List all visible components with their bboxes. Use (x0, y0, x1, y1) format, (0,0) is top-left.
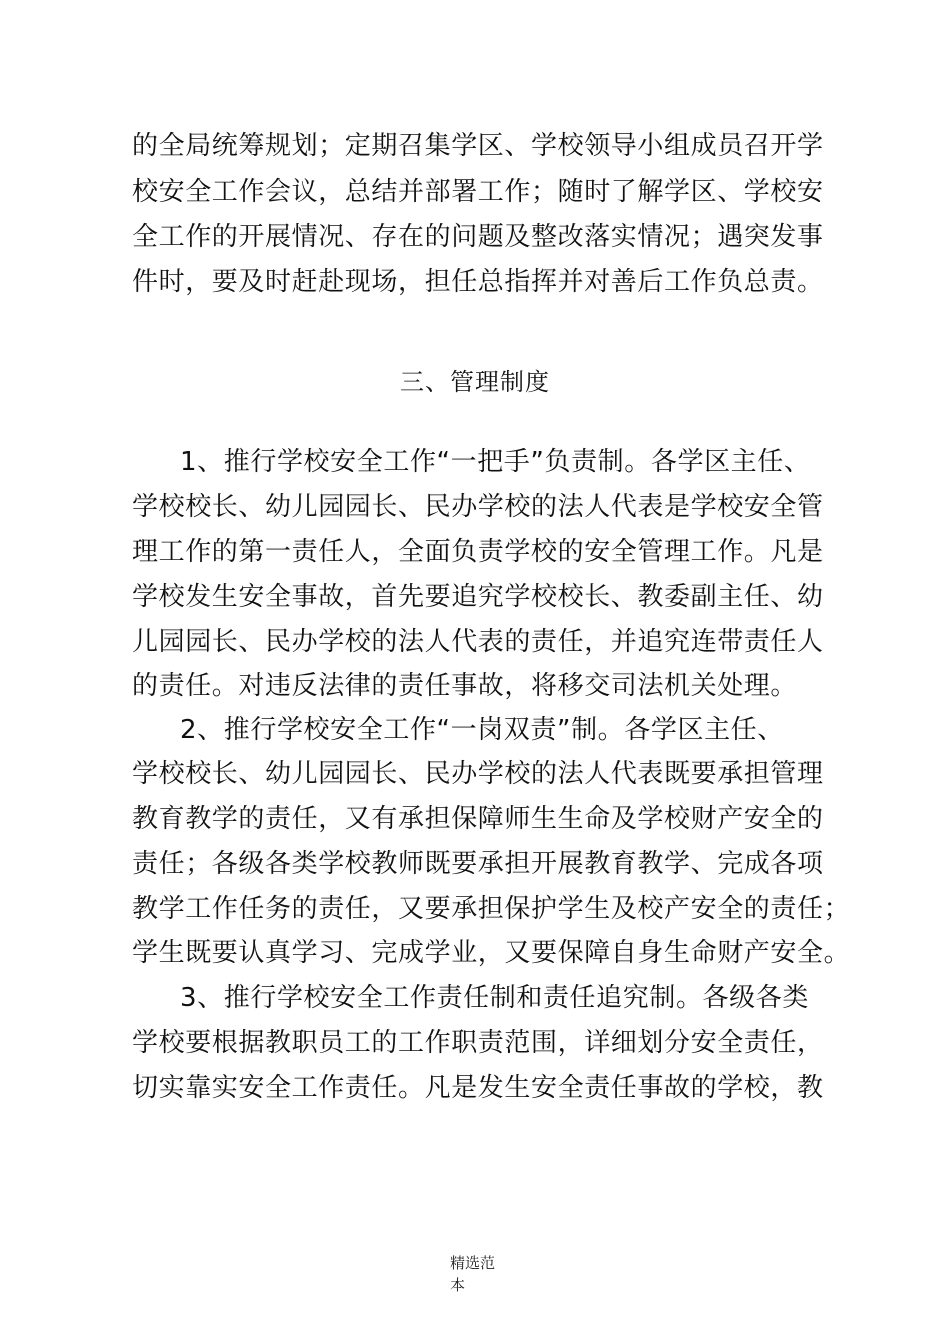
paragraph-line: 学生既要认真学习、完成学业，又要保障自身生命财产安全。 (132, 938, 851, 968)
section-heading: 三、管理制度 (400, 368, 550, 396)
paragraph-line: 教育教学的责任，又有承担保障师生生命及学校财产安全的 (132, 804, 824, 834)
paragraph-line: 理工作的第一责任人，全面负责学校的安全管理工作。凡是 (132, 537, 824, 567)
footer-line-2: 本 (450, 1276, 466, 1294)
paragraph-line: 全工作的开展情况、存在的问题及整改落实情况；遇突发事 (132, 222, 824, 252)
paragraph-line: 件时，要及时赶赴现场，担任总指挥并对善后工作负总责。 (132, 267, 824, 297)
paragraph-line: 教学工作任务的责任，又要承担保护学生及校产安全的责任； (132, 894, 851, 924)
paragraph-line: 3、推行学校安全工作责任制和责任追究制。各级各类 (180, 983, 809, 1013)
paragraph-line: 学校发生安全事故，首先要追究学校校长、教委副主任、幼 (132, 582, 824, 612)
paragraph-line: 儿园园长、民办学校的法人代表的责任，并追究连带责任人 (132, 627, 824, 657)
paragraph-line: 责任；各级各类学校教师既要承担开展教育教学、完成各项 (132, 849, 824, 879)
paragraph-line: 1、推行学校安全工作“一把手”负责制。各学区主任、 (180, 447, 811, 477)
paragraph-line: 校安全工作会议，总结并部署工作；随时了解学区、学校安 (132, 177, 824, 207)
paragraph-line: 切实靠实安全工作责任。凡是发生安全责任事故的学校，教 (132, 1073, 824, 1103)
paragraph-line: 的责任。对违反法律的责任事故，将移交司法机关处理。 (132, 671, 798, 701)
footer-line-1: 精选范 (450, 1254, 496, 1272)
paragraph-line: 的全局统筹规划；定期召集学区、学校领导小组成员召开学 (132, 131, 824, 161)
paragraph-line: 2、推行学校安全工作“一岗双责”制。各学区主任、 (180, 715, 784, 745)
paragraph-line: 学校要根据教职员工的工作职责范围，详细划分安全责任， (132, 1028, 824, 1058)
paragraph-line: 学校校长、幼儿园园长、民办学校的法人代表既要承担管理 (132, 759, 824, 789)
paragraph-line: 学校校长、幼儿园园长、民办学校的法人代表是学校安全管 (132, 492, 824, 522)
